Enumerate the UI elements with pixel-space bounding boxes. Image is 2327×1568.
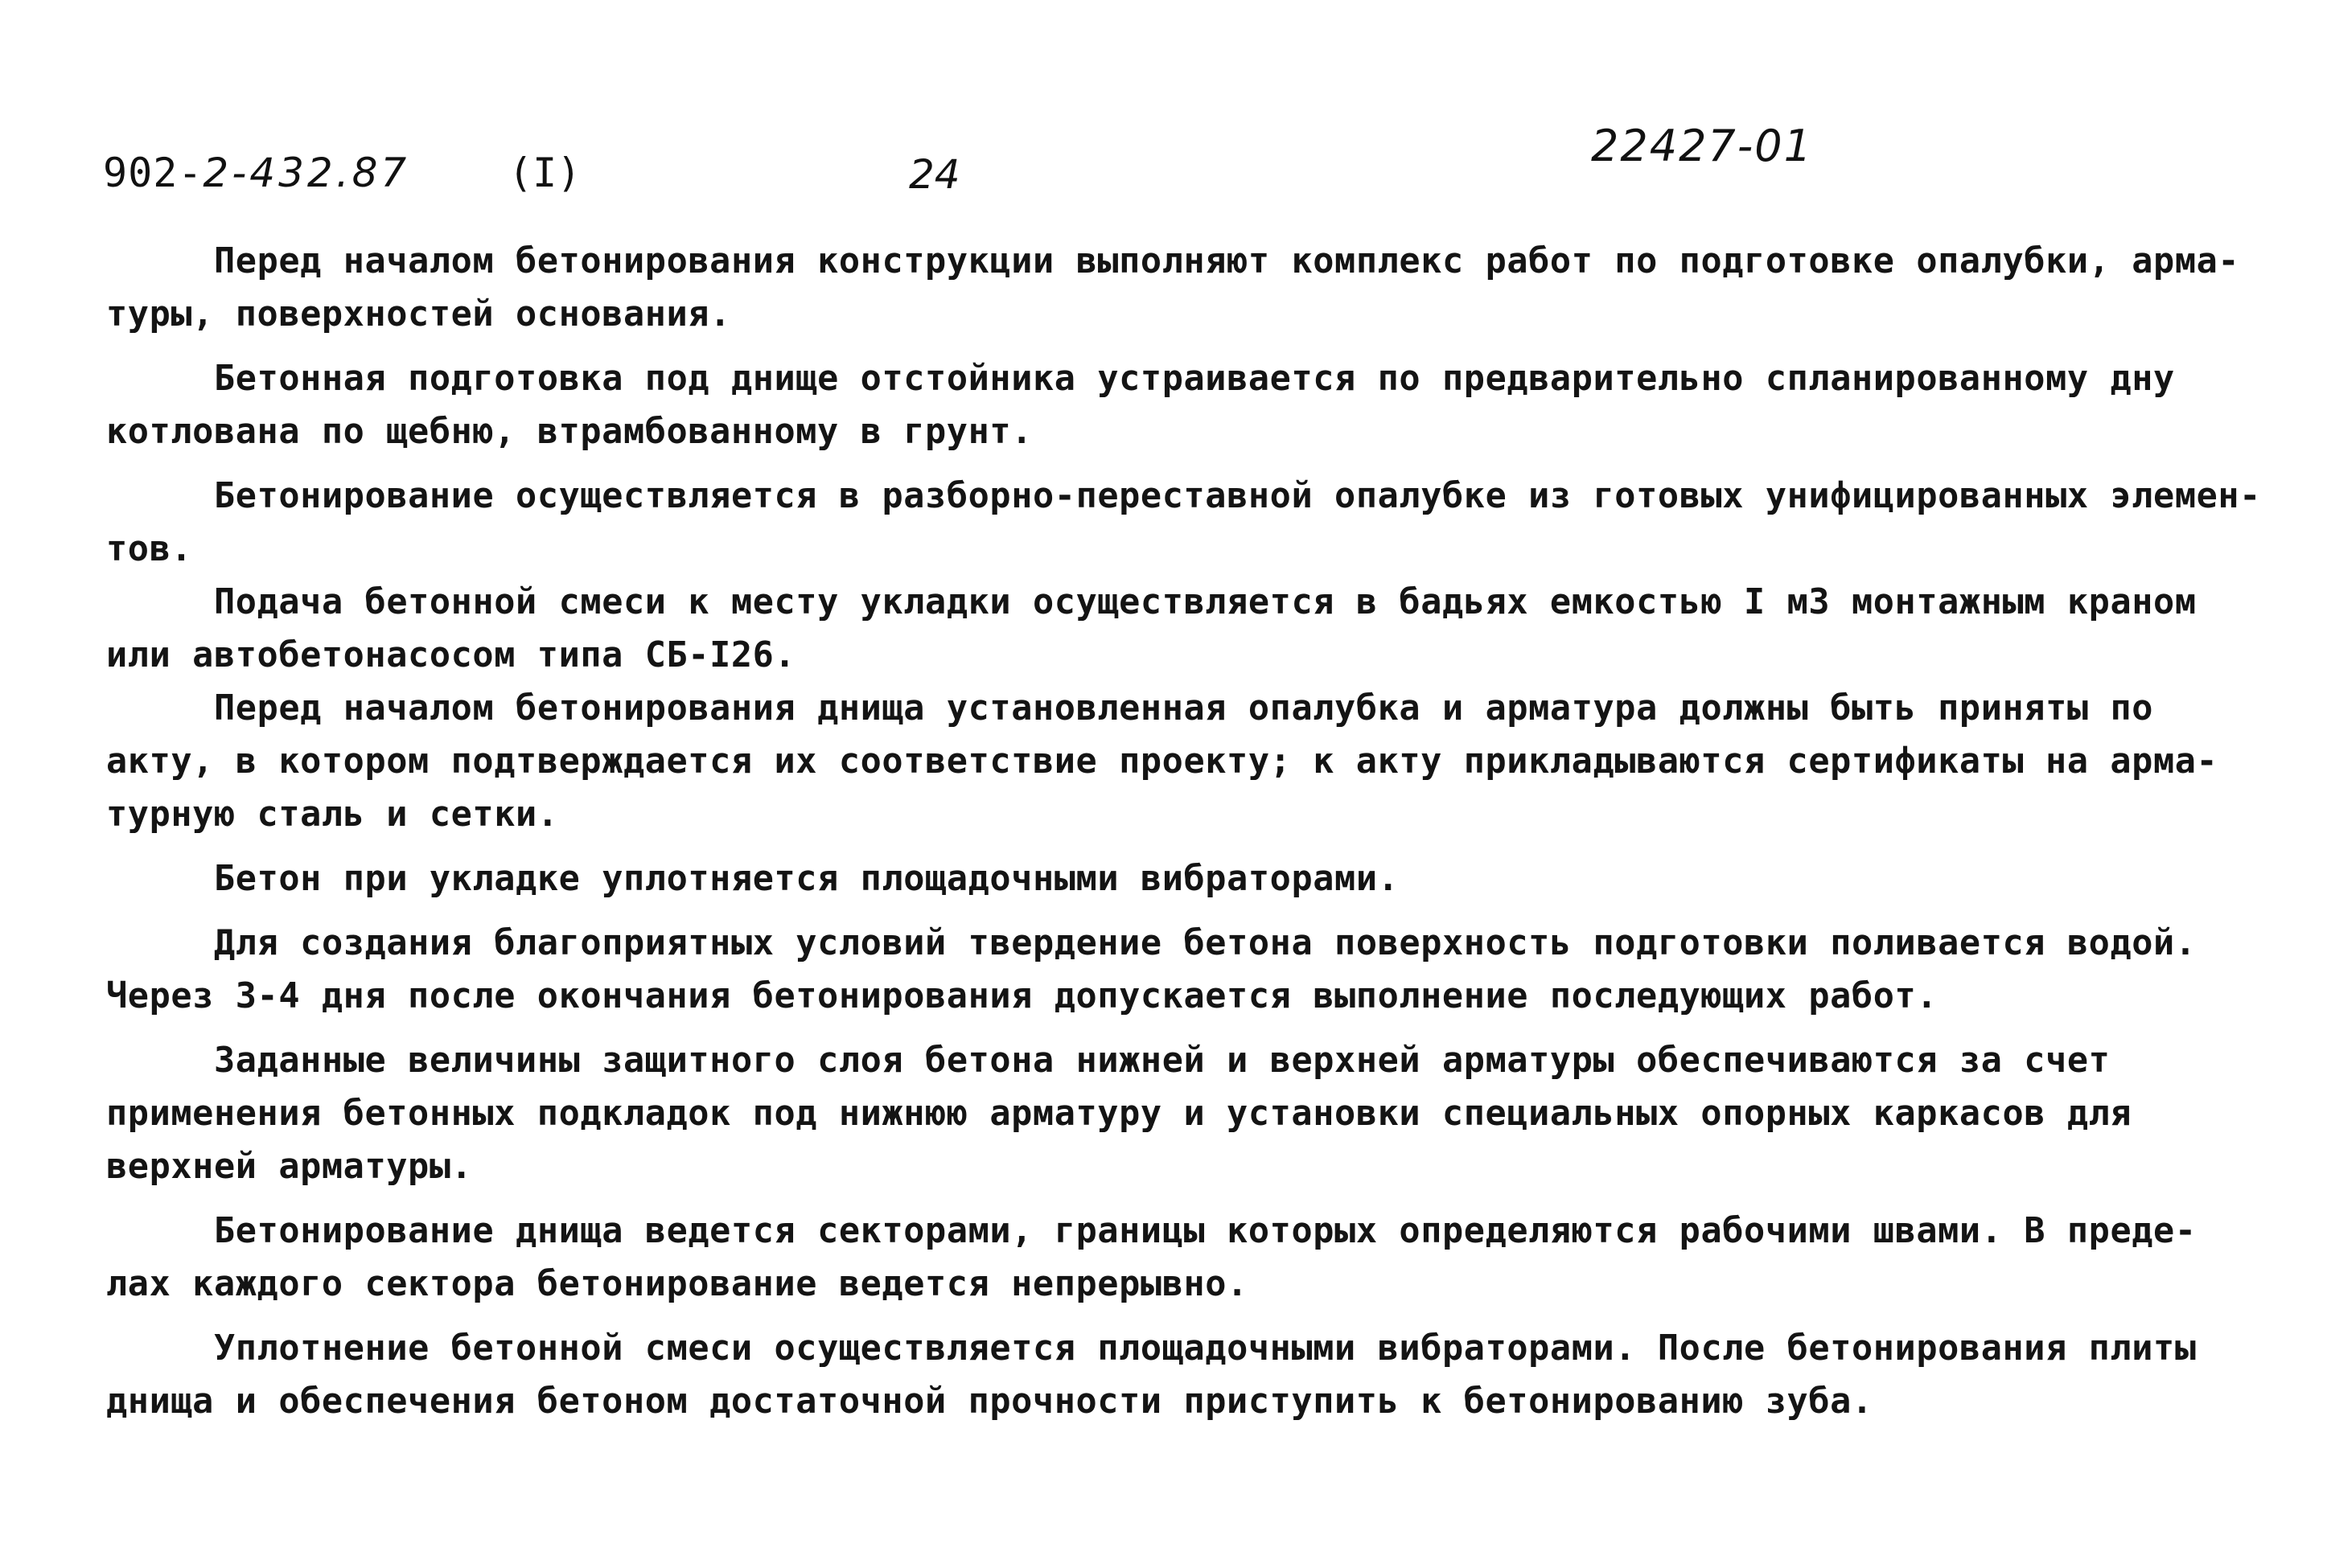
document-code xyxy=(103,150,409,196)
paragraph xyxy=(106,1034,2197,1193)
paragraph xyxy=(106,852,2197,905)
paragraph xyxy=(106,1322,2197,1428)
paragraph xyxy=(106,917,2197,1023)
paragraph xyxy=(106,470,2261,576)
text-line: Перед началом бетонирования конструкции выполняют комплекс работ по подготовке опалубки, арма- xyxy=(214,241,2240,281)
page-number: 24 xyxy=(909,151,960,198)
document-code-prefix: 902- xyxy=(103,150,204,196)
text-line: Заданные величины защитного слоя бетона нижней и верхней арматуры обеспечиваются за счет xyxy=(214,1041,2111,1081)
paragraph xyxy=(106,235,2240,341)
document-body xyxy=(106,235,2261,1439)
section-mark: (I) xyxy=(508,150,582,196)
text-line: Бетонирование днища ведется секторами, границы которых определяются рабочими швами. В преде- xyxy=(214,1211,2197,1251)
text-line: или автобетонасосом типа СБ-I26. xyxy=(106,635,796,675)
text-line: котлована по щебню, втрамбованному в грунт. xyxy=(106,412,1033,452)
text-line: верхней арматуры. xyxy=(106,1147,473,1187)
text-line: днища и обеспечения бетоном достаточной прочности приступить к бетонированию зуба. xyxy=(106,1381,1873,1422)
text-line: тов. xyxy=(106,529,193,569)
paragraph xyxy=(106,1205,2197,1311)
text-line: Бетон при укладке уплотняется площадочными вибраторами. xyxy=(214,859,1400,899)
text-line: Бетонирование осуществляется в разборно-переставной опалубке из готовых унифицированных элемен- xyxy=(214,476,2261,516)
text-line: Уплотнение бетонной смеси осуществляется площадочными вибраторами. После бетонирования плиты xyxy=(214,1328,2197,1369)
paragraph xyxy=(106,352,2197,458)
text-line: Подача бетонной смеси к месту укладки осуществляется в бадьях емкостью I м3 монтажным краном xyxy=(214,582,2197,622)
text-line: применения бетонных подкладок под нижнюю арматуру и установки специальных опорных каркасов для xyxy=(106,1094,2132,1134)
archive-number: 22427-01 xyxy=(1591,121,1813,171)
text-line: Через 3-4 дня после окончания бетонирования допускается выполнение последующих работ. xyxy=(106,976,1938,1016)
text-line: акту, в котором подтверждается их соответствие проекту; к акту прикладываются сертификаты на арма- xyxy=(106,741,2218,782)
text-line: туры, поверхностей основания. xyxy=(106,294,731,335)
text-line: лах каждого сектора бетонирование ведется непрерывно. xyxy=(106,1264,1248,1304)
paragraph xyxy=(106,682,2218,841)
paragraph xyxy=(106,576,2197,682)
text-line: турную сталь и сетки. xyxy=(106,794,559,835)
text-line: Перед началом бетонирования днища установленная опалубка и арматура должны быть приняты по xyxy=(214,688,2154,729)
text-line: Бетонная подготовка под днище отстойника устраивается по предварительно спланированному дну xyxy=(214,359,2175,399)
text-line: Для создания благоприятных условий твердение бетона поверхность подготовки поливается водой. xyxy=(214,923,2197,963)
document-code-number: 2-432.87 xyxy=(203,150,410,196)
